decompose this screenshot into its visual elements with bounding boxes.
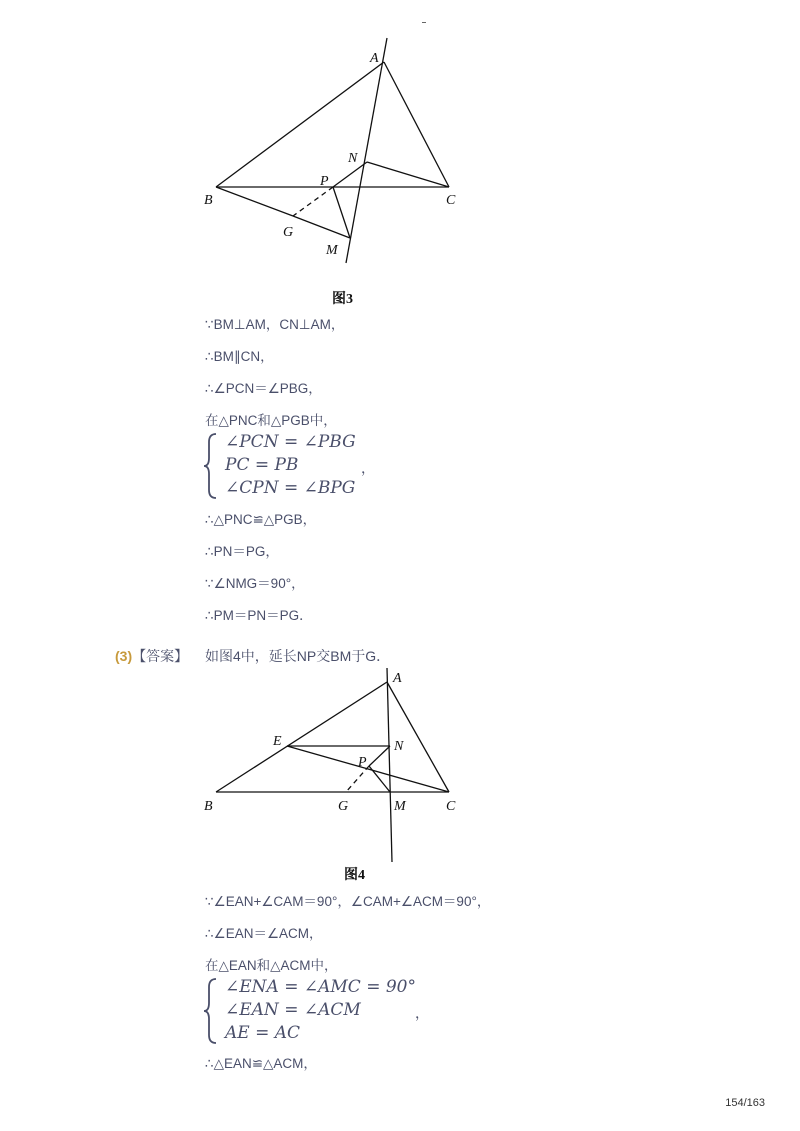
proof-line: ∵BM⊥AM，CN⊥AM， [205, 317, 345, 332]
segment-ac [384, 62, 449, 187]
label-M: M [394, 799, 406, 814]
label-C: C [446, 799, 456, 814]
proof-line: ∴∠PCN＝∠PBG， [205, 381, 322, 396]
figure-3 [195, 30, 485, 275]
label-B: B [204, 799, 213, 814]
label-P: P [320, 174, 329, 189]
system-row: ∠EAN = ∠ACM [225, 1000, 361, 1020]
line-am [387, 668, 392, 862]
segment-bg [216, 187, 293, 216]
segment-gm [293, 216, 350, 238]
page-number: 154/163 [725, 1097, 765, 1109]
system-row: ∠ENA = ∠AMC = 90° [225, 977, 416, 997]
equation-system [203, 432, 383, 500]
segment-nc [367, 162, 449, 187]
system-row: ∠PCN = ∠PBG [225, 432, 356, 452]
proof-line: ∴∠EAN＝∠ACM， [205, 926, 323, 941]
equation-system [203, 977, 443, 1045]
system-row: PC = PB [225, 455, 299, 475]
proof-line: ∴BM∥CN， [205, 349, 274, 364]
label-C: C [446, 193, 456, 208]
segment-pg-dashed [293, 187, 333, 216]
system-row: ∠CPN = ∠BPG [225, 478, 356, 498]
segment-np [369, 746, 390, 766]
answer-number: (3) [115, 648, 133, 664]
label-G: G [338, 799, 349, 814]
figure-4-caption: 图4 [344, 868, 365, 883]
system-comma: ， [361, 460, 375, 476]
answer-text: 如图4中，延长NP交BM于G． [205, 648, 391, 664]
label-B: B [204, 193, 213, 208]
proof-line: ∴PN＝PG， [205, 544, 279, 559]
system-comma: ， [415, 1005, 429, 1021]
proof-line: 在△EAN和△ACM中， [205, 958, 338, 973]
page-mark [422, 22, 426, 23]
figure-4 [195, 665, 475, 865]
label-M: M [326, 243, 338, 258]
label-E: E [273, 734, 282, 749]
system-row: AE = AC [225, 1023, 301, 1043]
label-G: G [283, 225, 294, 240]
figure-3-diagram [195, 30, 485, 275]
figure-3-caption: 图3 [332, 292, 353, 307]
proof-line: ∴△EAN≌△ACM， [205, 1056, 317, 1071]
proof-line: ∴△PNC≌△PGB， [205, 512, 317, 527]
segment-ac [387, 682, 449, 792]
answer-label: 【答案】 [132, 648, 189, 664]
label-A: A [370, 51, 379, 66]
proof-line: ∵∠NMG＝90°， [205, 576, 305, 591]
proof-line: 在△PNC和△PGB中， [205, 413, 337, 428]
proof-line: ∴PM＝PN＝PG． [205, 608, 313, 623]
answer-tag [115, 646, 188, 666]
figure-4-diagram [195, 665, 475, 865]
brace-icon [203, 977, 219, 1045]
segment-pm [369, 766, 390, 792]
label-A: A [393, 671, 402, 686]
proof-line: ∵∠EAN+∠CAM＝90°，∠CAM+∠ACM＝90°， [205, 894, 491, 909]
label-N: N [348, 151, 358, 166]
label-N: N [394, 739, 404, 754]
label-P: P [358, 755, 367, 770]
segment-ec [287, 746, 449, 792]
brace-icon [203, 432, 219, 500]
segment-pm [333, 187, 350, 238]
